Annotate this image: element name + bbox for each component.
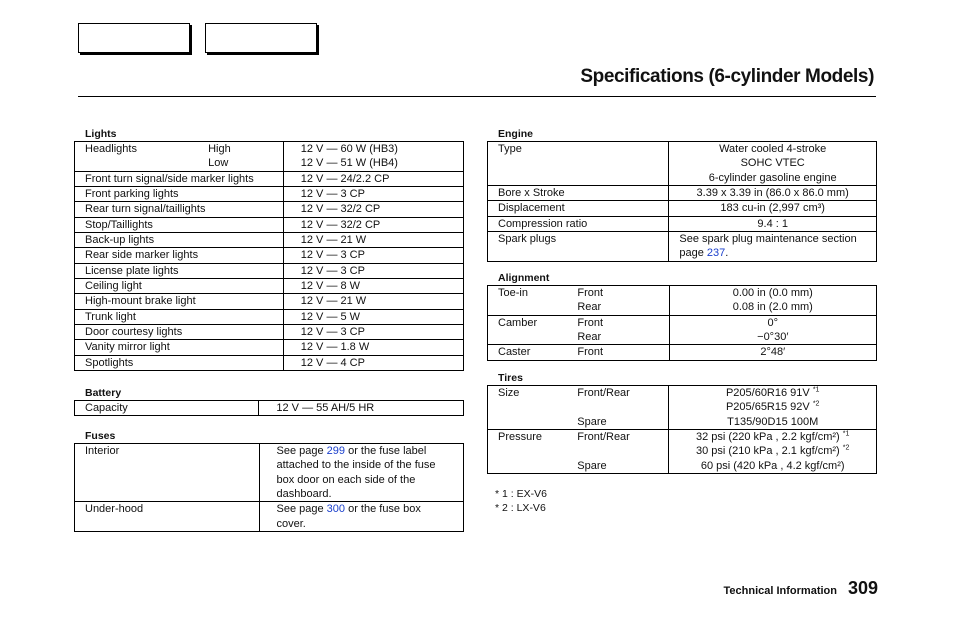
tire-item: Size — [488, 386, 568, 401]
fuse-interior-item: Interior — [75, 444, 260, 502]
light-sub — [198, 294, 283, 309]
light-sub — [198, 355, 283, 370]
spark-plugs-value: See spark plug maintenance section page 237. — [669, 232, 877, 262]
compression-label: Compression ratio — [488, 216, 669, 231]
tires-heading: Tires — [498, 372, 523, 384]
alignment-value: 0° — [669, 315, 876, 330]
light-value: 12 V — 24/2.2 CP — [283, 171, 463, 186]
alignment-item: Toe-in — [488, 286, 568, 301]
fuse-underhood-value: See page 300 or the fuse box cover. — [259, 502, 464, 532]
light-item: Vanity mirror light — [75, 340, 199, 355]
alignment-value: 0.08 in (2.0 mm) — [669, 300, 876, 315]
tire-sub: Front/Rear — [567, 386, 669, 401]
tire-sub — [567, 444, 669, 458]
light-item: Door courtesy lights — [75, 325, 199, 340]
alignment-item: Caster — [488, 345, 568, 360]
battery-value: 12 V — 55 AH/5 HR — [259, 401, 464, 416]
alignment-sub: Front — [577, 316, 604, 329]
tire-value: P205/65R15 92V $^{*2}$ — [669, 400, 877, 414]
light-item: Front turn signal/side marker lights — [75, 171, 284, 186]
table-row — [75, 248, 464, 263]
table-row — [75, 279, 464, 294]
table-row — [488, 415, 877, 430]
engine-table — [487, 141, 877, 262]
tire-sub: Spare — [567, 415, 669, 430]
light-sub — [198, 340, 283, 355]
light-sub — [198, 279, 283, 294]
alignment-sub: Front — [567, 286, 669, 301]
light-sub — [198, 309, 283, 324]
footnote-marker: *2 — [842, 444, 850, 452]
table-row — [488, 330, 877, 345]
alignment-item: Camber — [488, 315, 568, 330]
tire-sub: Front/Rear — [577, 431, 630, 444]
page-title: Specifications (6-cylinder Models) — [580, 66, 874, 87]
light-sub: High — [198, 142, 283, 157]
light-item: Spotlights — [75, 355, 199, 370]
table-row — [75, 233, 464, 248]
light-value: 12 V — 51 W (HB4) — [283, 156, 463, 171]
light-value: 12 V — 5 W — [283, 309, 463, 324]
light-sub: Low — [198, 156, 283, 171]
table-row — [75, 187, 464, 202]
light-item: High-mount brake light — [75, 294, 199, 309]
tire-sub: Spare — [567, 459, 669, 474]
alignment-heading: Alignment — [498, 272, 550, 284]
tire-item — [488, 459, 568, 474]
tire-value: P205/60R16 91V $^{*1}$ — [669, 386, 877, 401]
light-item: Rear turn signal/taillights — [75, 202, 284, 217]
battery-table — [74, 400, 464, 416]
tires-table — [487, 385, 877, 474]
table-row — [75, 142, 464, 157]
displacement-label: Displacement — [488, 201, 669, 216]
light-item: Rear side marker lights — [75, 248, 199, 263]
spark-plugs-label: Spark plugs — [488, 232, 669, 262]
footnote-2: * 2 : LX-V6 — [495, 502, 546, 514]
nav-button-2[interactable] — [205, 23, 317, 53]
table-row — [488, 315, 877, 330]
table-row — [75, 340, 464, 355]
tire-item: Pressure — [488, 430, 568, 445]
alignment-table — [487, 285, 877, 361]
battery-item: Capacity — [75, 401, 259, 416]
engine-type-label: Type — [488, 142, 669, 186]
displacement-value: 183 cu-in (2,997 cm³) — [669, 201, 877, 216]
table-row — [488, 444, 877, 458]
light-value: 12 V — 3 CP — [283, 263, 463, 278]
table-row — [488, 400, 877, 414]
light-item: Front parking lights — [75, 187, 199, 202]
light-item: Back-up lights — [75, 233, 199, 248]
footnote-marker: *1 — [842, 430, 850, 438]
table-row — [488, 459, 877, 474]
light-value: 12 V — 60 W (HB3) — [283, 142, 463, 157]
alignment-sub: Front — [567, 345, 669, 360]
tire-value: 30 psi (210 kPa , 2.1 kgf/cm²) $^{*2}$ — [669, 444, 877, 458]
alignment-sub: Rear — [567, 300, 669, 315]
table-row — [488, 430, 877, 445]
table-row — [75, 294, 464, 309]
light-item: Trunk light — [75, 309, 199, 324]
nav-button-1[interactable] — [78, 23, 190, 53]
compression-value: 9.4 : 1 — [669, 216, 877, 231]
lights-heading: Lights — [85, 128, 117, 140]
fuse-underhood-item: Under-hood — [75, 502, 260, 532]
tire-value: 32 psi (220 kPa , 2.2 kgf/cm²) $^{*1}$ — [669, 430, 877, 445]
light-item: Headlights — [75, 142, 199, 157]
light-item: Stop/Taillights — [75, 217, 199, 232]
tire-item — [488, 415, 568, 430]
fuses-table — [74, 443, 464, 532]
title-divider — [78, 96, 876, 97]
light-sub — [198, 187, 283, 202]
light-sub — [198, 263, 283, 278]
light-value: 12 V — 3 CP — [283, 187, 463, 202]
light-item: License plate lights — [75, 263, 199, 278]
light-item: Ceiling light — [75, 279, 199, 294]
table-row — [488, 300, 877, 315]
tire-item — [488, 400, 568, 414]
light-value: 12 V — 3 CP — [283, 248, 463, 263]
light-sub — [198, 217, 283, 232]
light-value: 12 V — 32/2 CP — [283, 202, 463, 217]
tire-value: 60 psi (420 kPa , 4.2 kgf/cm²) — [669, 459, 877, 474]
table-row — [488, 386, 877, 401]
page-237-link[interactable]: 237 — [706, 247, 726, 260]
engine-type-value: Water cooled 4-stroke SOHC VTEC 6-cylinder gasoline engine — [669, 142, 877, 186]
table-row — [75, 202, 464, 217]
light-value: 12 V — 21 W — [283, 233, 463, 248]
table-row — [488, 345, 877, 360]
page-number: 309 — [847, 578, 878, 598]
table-row — [75, 217, 464, 232]
light-sub — [198, 325, 283, 340]
alignment-item — [488, 300, 568, 315]
table-row — [75, 355, 464, 370]
light-item — [75, 156, 199, 171]
light-value: 12 V — 4 CP — [283, 355, 463, 370]
lights-table — [74, 141, 464, 371]
footnote-1: * 1 : EX-V6 — [495, 488, 547, 500]
alignment-value: 2°48′ — [669, 345, 876, 360]
page-300-link[interactable]: 300 — [326, 503, 346, 516]
footnote-marker: *2 — [812, 400, 820, 408]
alignment-sub: Rear — [567, 330, 669, 345]
footer-section-label: Technical Information — [723, 585, 837, 597]
footnote-marker: *1 — [812, 386, 820, 394]
light-value: 12 V — 3 CP — [283, 325, 463, 340]
light-sub — [198, 233, 283, 248]
tire-sub — [567, 400, 669, 414]
bore-stroke-value: 3.39 x 3.39 in (86.0 x 86.0 mm) — [669, 186, 877, 201]
table-row — [488, 286, 877, 301]
tire-item — [488, 444, 568, 458]
fuse-interior-value: See page 299 or the fuse label attached to the inside of the fuse box door on each side of the dashboard. — [259, 444, 464, 502]
page-299-link[interactable]: 299 — [326, 445, 346, 457]
table-row — [75, 171, 464, 186]
alignment-value: −0°30′ — [669, 330, 876, 345]
battery-heading: Battery — [85, 387, 122, 399]
table-row — [75, 309, 464, 324]
table-row — [75, 156, 464, 171]
light-value: 12 V — 21 W — [283, 294, 463, 309]
fuses-heading: Fuses — [85, 430, 116, 442]
alignment-value: 0.00 in (0.0 mm) — [669, 286, 876, 301]
alignment-item — [488, 330, 568, 345]
tire-value: T135/90D15 100M — [669, 415, 877, 430]
engine-heading: Engine — [498, 128, 534, 140]
table-row — [75, 263, 464, 278]
bore-stroke-label: Bore x Stroke — [488, 186, 669, 201]
light-value: 12 V — 1.8 W — [283, 340, 463, 355]
table-row — [75, 325, 464, 340]
light-sub — [198, 248, 283, 263]
light-value: 12 V — 8 W — [283, 279, 463, 294]
light-value: 12 V — 32/2 CP — [283, 217, 463, 232]
